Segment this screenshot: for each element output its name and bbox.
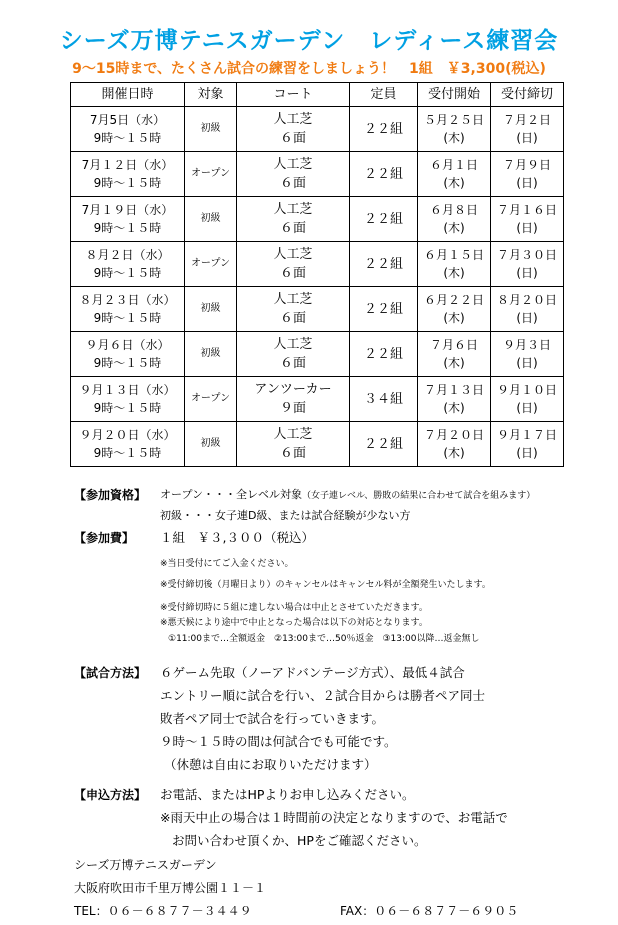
cell-date: [71, 332, 185, 377]
close-date: ７月２日: [502, 113, 551, 127]
cell-close: [491, 422, 564, 467]
court-surface: 人工芝: [273, 427, 313, 442]
fee-note-1: ※当日受付にてご入金ください。: [160, 559, 294, 569]
cell-court: [237, 332, 350, 377]
event-date: 7月5日（水）: [89, 113, 166, 127]
eligibility-label: 【参加資格】: [74, 488, 147, 502]
header-level: 対象: [185, 83, 237, 107]
event-date: ９月１３日（水）: [79, 383, 176, 397]
court-count: ６面: [279, 131, 306, 146]
open-date: ６月１５日: [423, 248, 484, 262]
header-open: 受付開始: [418, 83, 491, 107]
apply-label: 【申込方法】: [74, 788, 147, 802]
eligibility-section: [74, 486, 146, 503]
cell-close: [491, 197, 564, 242]
method-section: [74, 664, 146, 681]
court-surface: 人工芝: [273, 292, 313, 307]
close-date: ７月３０日: [496, 248, 557, 262]
court-count: ６面: [279, 356, 306, 371]
footer-name: シーズ万博テニスガーデン: [74, 858, 217, 872]
cell-court: [237, 377, 350, 422]
cell-open: [418, 287, 491, 332]
cell-open: [418, 152, 491, 197]
cell-capacity: ２２組: [350, 152, 418, 197]
table-row: [71, 107, 564, 152]
cell-date: [71, 242, 185, 287]
court-count: ６面: [279, 176, 306, 191]
cell-open: [418, 377, 491, 422]
open-date: ７月６日: [429, 338, 478, 352]
event-time: 9時〜１５時: [93, 446, 162, 460]
method-line-5: （休憩は自由にお取りいただけます）: [164, 757, 377, 772]
cell-close: [491, 332, 564, 377]
footer-tel: TEL：０６－６８７７－３４４９: [74, 904, 252, 918]
cell-court: [237, 107, 350, 152]
cell-capacity: ２２組: [350, 197, 418, 242]
event-date: ８月２日（水）: [85, 248, 170, 262]
method-line-2: エントリー順に試合を行い、２試合目からは勝者ペア同士: [160, 688, 486, 703]
cell-level: 初級: [185, 197, 237, 242]
event-time: 9時〜１５時: [93, 311, 162, 325]
close-weekday: (日): [516, 446, 538, 460]
eligibility-open: [160, 486, 535, 502]
cell-close: [491, 107, 564, 152]
cell-court: [237, 422, 350, 467]
event-date: ９月２０日（水）: [79, 428, 176, 442]
court-count: ６面: [279, 311, 306, 326]
event-time: 9時〜１５時: [93, 266, 162, 280]
court-surface: 人工芝: [273, 157, 313, 172]
cell-date: [71, 107, 185, 152]
close-date: ９月１７日: [496, 428, 557, 442]
event-time: 9時〜１５時: [93, 221, 162, 235]
court-surface: 人工芝: [273, 247, 313, 262]
header-date: 開催日時: [71, 83, 185, 107]
open-date: ５月２５日: [423, 113, 484, 127]
open-weekday: (木): [443, 446, 465, 460]
fee-note-3: ※受付締切時に５組に達しない場合は中止とさせていただきます。: [160, 603, 428, 613]
event-time: 9時〜１５時: [93, 356, 162, 370]
court-surface: アンツーカー: [254, 382, 332, 397]
event-time: 9時〜１５時: [93, 176, 162, 190]
eligibility-open-note: （女子連レベル、勝敗の結果に合わせて試合を組みます）: [302, 491, 536, 501]
cell-close: [491, 152, 564, 197]
open-weekday: (木): [443, 311, 465, 325]
cell-capacity: ２２組: [350, 332, 418, 377]
court-surface: 人工芝: [273, 202, 313, 217]
close-date: ８月２０日: [496, 293, 557, 307]
cell-capacity: ２２組: [350, 422, 418, 467]
cell-close: [491, 242, 564, 287]
court-count: ６面: [279, 221, 306, 236]
fee-amount: １組 ￥３,３００（税込）: [160, 530, 314, 545]
fee-note-2: ※受付締切後（月曜日より）のキャンセルはキャンセル料が全額発生いたします。: [160, 580, 491, 590]
cell-court: [237, 287, 350, 332]
method-label: 【試合方法】: [74, 666, 147, 680]
cell-court: [237, 242, 350, 287]
method-line-1: ６ゲーム先取（ノーアドバンテージ方式）、最低４試合: [160, 665, 465, 680]
eligibility-open-text: オープン・・・全レベル対象: [160, 488, 303, 501]
method-line-4: ９時〜１５時の間は何試合でも可能です。: [160, 734, 397, 749]
close-weekday: (日): [516, 401, 538, 415]
event-date: ９月６日（水）: [85, 338, 170, 352]
close-weekday: (日): [516, 356, 538, 370]
footer-fax: FAX：０６－６８７７－６９０５: [340, 904, 519, 918]
open-weekday: (木): [443, 266, 465, 280]
fee-label: 【参加費】: [74, 531, 135, 545]
table-row: [71, 152, 564, 197]
cell-capacity: ２２組: [350, 107, 418, 152]
apply-line-1: お電話、またはHPよりお申し込みください。: [160, 787, 415, 802]
close-date: ７月９日: [502, 158, 551, 172]
cell-capacity: ３４組: [350, 377, 418, 422]
header-court: コート: [237, 83, 350, 107]
court-count: ９面: [279, 401, 306, 416]
table-row: [71, 242, 564, 287]
table-header-row: [71, 83, 564, 107]
open-date: ６月８日: [429, 203, 478, 217]
close-weekday: (日): [516, 311, 538, 325]
open-date: ７月１３日: [423, 383, 484, 397]
cell-capacity: ２２組: [350, 287, 418, 332]
table-row: [71, 197, 564, 242]
event-date: ８月２３日（水）: [79, 293, 176, 307]
close-weekday: (日): [516, 221, 538, 235]
cell-open: [418, 107, 491, 152]
open-weekday: (木): [443, 356, 465, 370]
page-subtitle: 9〜15時まで、たくさん試合の練習をしましょう！ 1組 ￥3,300(税込): [72, 61, 546, 77]
table-row: [71, 422, 564, 467]
cell-court: [237, 197, 350, 242]
cell-open: [418, 332, 491, 377]
cell-date: [71, 287, 185, 332]
cell-close: [491, 287, 564, 332]
cell-level: 初級: [185, 332, 237, 377]
event-time: 9時〜１５時: [93, 131, 162, 145]
cell-open: [418, 422, 491, 467]
cell-level: オープン: [185, 152, 237, 197]
cell-date: [71, 197, 185, 242]
schedule-table: [70, 82, 564, 467]
close-weekday: (日): [516, 131, 538, 145]
open-date: ７月２０日: [423, 428, 484, 442]
event-date: 7月１２日（水）: [81, 158, 174, 172]
table-row: [71, 287, 564, 332]
event-time: 9時〜１５時: [93, 401, 162, 415]
cell-level: 初級: [185, 422, 237, 467]
cell-level: オープン: [185, 242, 237, 287]
cell-level: 初級: [185, 107, 237, 152]
header-capacity: 定員: [350, 83, 418, 107]
close-date: ９月１０日: [496, 383, 557, 397]
open-weekday: (木): [443, 131, 465, 145]
court-count: ６面: [279, 446, 306, 461]
close-weekday: (日): [516, 176, 538, 190]
fee-note-5: ①11:00まで…全額返金 ②13:00まで…50％返金 ③13:00以降…返金無し: [168, 634, 480, 644]
open-date: ６月２２日: [423, 293, 484, 307]
court-surface: 人工芝: [273, 112, 313, 127]
cell-level: 初級: [185, 287, 237, 332]
open-weekday: (木): [443, 176, 465, 190]
open-weekday: (木): [443, 221, 465, 235]
fee-note-4: ※悪天候により途中で中止となった場合は以下の対応となります。: [160, 618, 428, 628]
cell-date: [71, 422, 185, 467]
cell-capacity: ２２組: [350, 242, 418, 287]
apply-line-2: ※雨天中止の場合は１時間前の決定となりますので、お電話で: [160, 810, 508, 825]
open-date: ６月１日: [429, 158, 478, 172]
open-weekday: (木): [443, 401, 465, 415]
cell-date: [71, 377, 185, 422]
table-row: [71, 377, 564, 422]
footer-address: 大阪府吹田市千里万博公園１１－１: [74, 881, 267, 895]
eligibility-beginner: 初級・・・女子連D級、または試合経験が少ない方: [160, 509, 411, 522]
court-count: ６面: [279, 266, 306, 281]
fee-section: [74, 529, 134, 546]
method-line-3: 敗者ペア同士で試合を行っていきます。: [160, 711, 385, 726]
apply-line-3: お問い合わせ頂くか、HPをご確認ください。: [172, 833, 427, 848]
cell-open: [418, 197, 491, 242]
close-weekday: (日): [516, 266, 538, 280]
close-date: ７月１６日: [496, 203, 557, 217]
apply-section: [74, 786, 146, 803]
close-date: ９月３日: [502, 338, 551, 352]
cell-level: オープン: [185, 377, 237, 422]
cell-open: [418, 242, 491, 287]
cell-close: [491, 377, 564, 422]
table-row: [71, 332, 564, 377]
page-title: シーズ万博テニスガーデン レディース練習会: [59, 28, 559, 54]
event-date: 7月１９日（水）: [81, 203, 174, 217]
cell-court: [237, 152, 350, 197]
court-surface: 人工芝: [273, 337, 313, 352]
cell-date: [71, 152, 185, 197]
header-close: 受付締切: [491, 83, 564, 107]
